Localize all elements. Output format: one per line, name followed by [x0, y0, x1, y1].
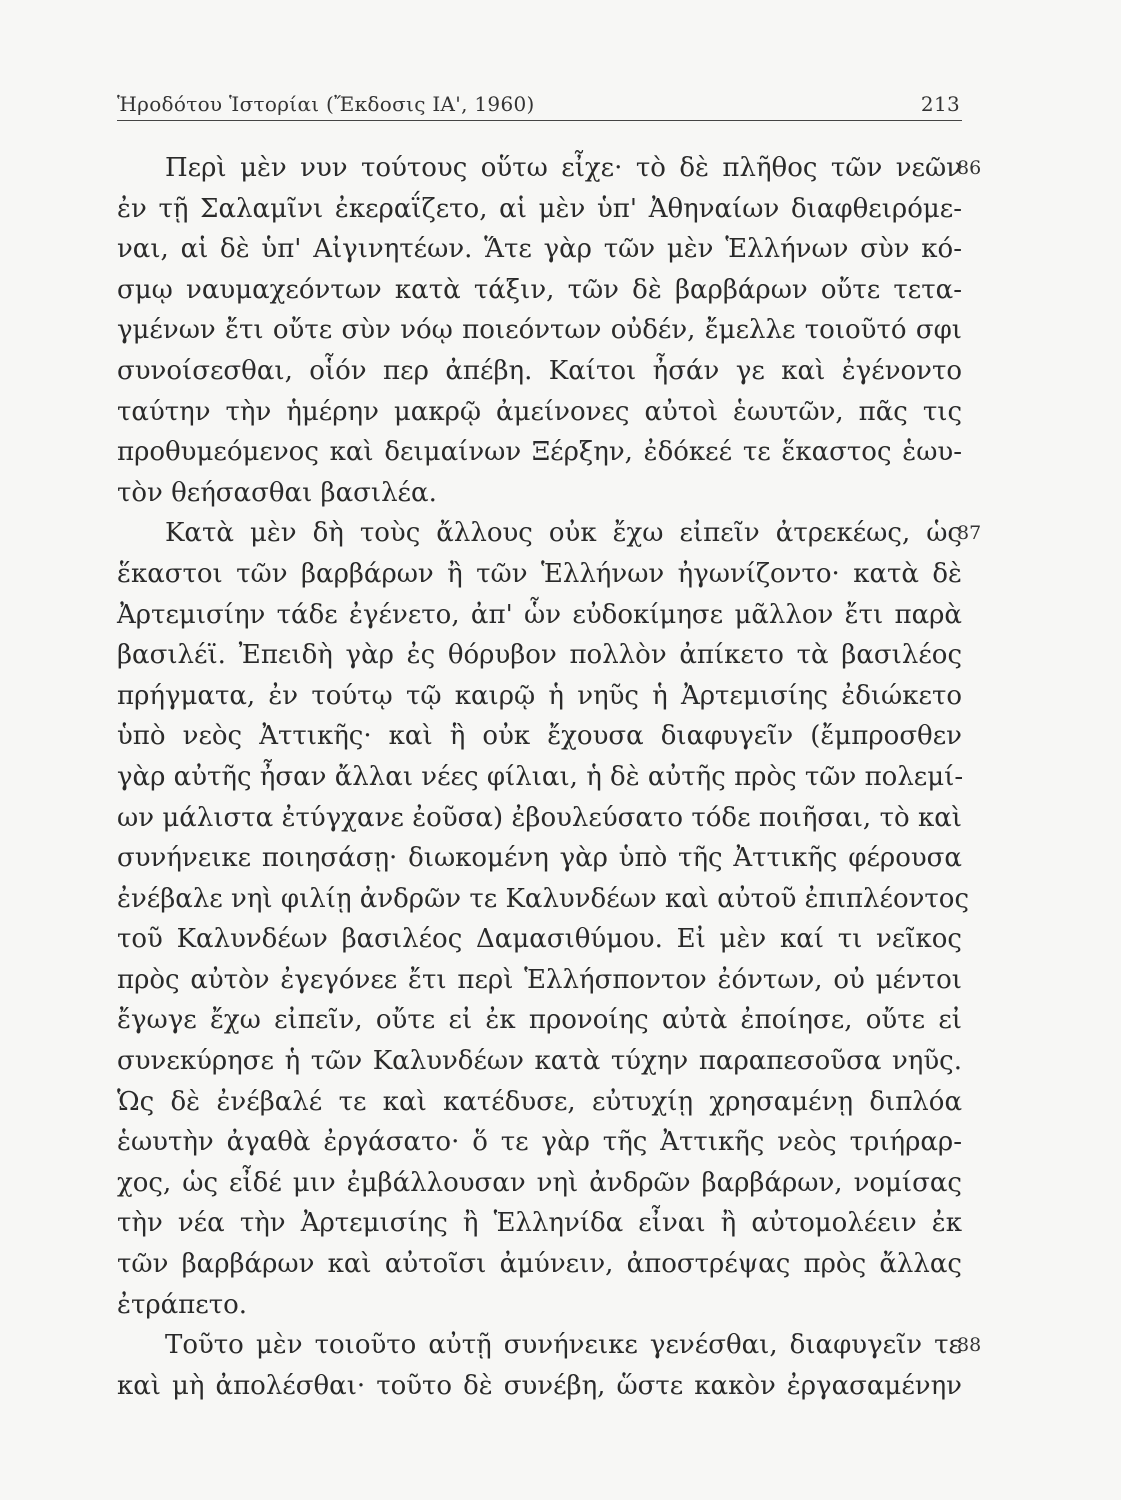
line-text: ἕκαστοι τῶν βαρβάρων ἢ τῶν Ἑλλήνων ἠγωνίζοντο· κατὰ δὲ	[117, 558, 962, 589]
text-line	[117, 1041, 962, 1082]
text-line	[117, 310, 962, 351]
line-text: πρήγματα, ἐν τούτῳ τῷ καιρῷ ἡ νηῦς ἡ Ἀρτεμισίης ἐδιώκετο	[117, 680, 962, 711]
text-line	[117, 960, 962, 1001]
line-text: ἑωυτὴν ἀγαθὰ ἐργάσατο· ὅ τε γὰρ τῆς Ἀττικῆς νεὸς τριήραρ-	[117, 1127, 962, 1158]
line-text: βασιλέϊ. Ἐπειδὴ γὰρ ἐς θόρυβον πολλὸν ἀπίκετο τὰ βασιλέος	[117, 640, 962, 671]
line-text: τῶν βαρβάρων καὶ αὐτοῖσι ἀμύνειν, ἀποστρέψας πρὸς ἄλλας	[117, 1249, 962, 1280]
line-text: Ὡς δὲ ἐνέβαλέ τε καὶ κατέδυσε, εὐτυχίῃ χρησαμένῃ διπλόα	[117, 1086, 962, 1117]
text-line	[117, 1244, 962, 1285]
text-line	[117, 1000, 962, 1041]
text-line	[117, 432, 962, 473]
line-text: Περὶ μὲν νυν τούτους οὕτω εἶχε· τὸ δὲ πλῆθος τῶν νεῶν	[165, 153, 962, 183]
line-text: ἐν τῇ Σαλαμῖνι ἐκεραΐζετο, αἱ μὲν ὑπ' Ἀθηναίων διαφθειρόμε-	[117, 193, 962, 224]
chapter-number: 88	[957, 1334, 982, 1357]
text-line	[117, 473, 962, 514]
text-line	[117, 229, 962, 270]
text-line	[117, 676, 962, 717]
line-text: σμῳ ναυμαχεόντων κατὰ τάξιν, τῶν δὲ βαρβάρων οὔτε τετα-	[117, 274, 962, 305]
line-text: ὑπὸ νεὸς Ἀττικῆς· καὶ ἣ οὐκ ἔχουσα διαφυγεῖν (ἔμπροσθεν	[117, 721, 962, 752]
chapter-number: 86	[957, 157, 982, 179]
line-text: ων μάλιστα ἐτύγχανε ἐοῦσα) ἐβουλεύσατο τόδε ποιῆσαι, τὸ καὶ	[117, 802, 962, 833]
text-line	[117, 1366, 962, 1407]
text-line	[117, 838, 962, 879]
text-line	[117, 392, 962, 433]
page-number: 213	[920, 92, 960, 116]
text-line	[117, 1082, 962, 1123]
line-text: συνοίσεσθαι, οἷόν περ ἀπέβη. Καίτοι ἦσάν γε καὶ ἐγένοντο	[117, 355, 962, 386]
text-line	[117, 716, 962, 757]
text-line	[117, 595, 962, 636]
text-line	[117, 879, 970, 920]
line-text: τὸν θεήσασθαι βασιλέα.	[117, 477, 437, 508]
main-text	[117, 148, 982, 1406]
line-text: προθυμεόμενος καὶ δειμαίνων Ξέρξην, ἐδόκεέ τε ἕκαστος ἑωυ-	[117, 437, 962, 468]
line-text: πρὸς αὐτὸν ἐγεγόνεε ἔτι περὶ Ἑλλήσποντον ἐόντων, οὐ μέντοι	[117, 964, 962, 995]
line-text: γὰρ αὐτῆς ἦσαν ἄλλαι νέες φίλιαι, ἡ δὲ αὐτῆς πρὸς τῶν πολεμί-	[117, 761, 964, 792]
running-header	[117, 90, 962, 121]
line-text: ἔγωγε ἔχω εἰπεῖν, οὔτε εἰ ἐκ προνοίης αὐτὰ ἐποίησε, οὔτε εἰ	[117, 1005, 962, 1036]
text-line	[117, 1325, 982, 1366]
line-text: ἐνέβαλε νηὶ φιλίῃ ἀνδρῶν τε Καλυνδέων καὶ αὐτοῦ ἐπιπλέοντος	[117, 883, 970, 914]
line-text: συνεκύρησε ἡ τῶν Καλυνδέων κατὰ τύχην παραπεσοῦσα νηῦς.	[117, 1046, 962, 1077]
line-text: Ἀρτεμισίην τάδε ἐγένετο, ἀπ' ὧν εὐδοκίμησε μᾶλλον ἔτι παρὰ	[117, 599, 962, 630]
text-line	[117, 513, 982, 554]
line-text: γμένων ἔτι οὔτε σὺν νόῳ ποιεόντων οὐδέν, ἔμελλε τοιοῦτό σφι	[117, 315, 962, 346]
line-text: συνήνεικε ποιησάσῃ· διωκομένη γὰρ ὑπὸ τῆς Ἀττικῆς φέρουσα	[117, 843, 962, 874]
text-line	[117, 148, 982, 189]
line-text: ταύτην τὴν ἡμέρην μακρῷ ἀμείνονες αὐτοὶ ἑωυτῶν, πᾶς τις	[117, 396, 962, 427]
running-title: Ἡροδότου Ἱστορίαι (Ἔκδοσις ΙΑ', 1960)	[117, 92, 535, 116]
line-text: τὴν νέα τὴν Ἀρτεμισίης ἢ Ἑλληνίδα εἶναι ἢ αὐτομολέειν ἐκ	[117, 1208, 962, 1239]
text-line	[117, 798, 962, 839]
text-line	[117, 554, 962, 595]
line-text: Κατὰ μὲν δὴ τοὺς ἄλλους οὐκ ἔχω εἰπεῖν ἀτρεκέως, ὡς	[165, 518, 962, 549]
text-line	[117, 1163, 962, 1204]
line-text: τοῦ Καλυνδέων βασιλέος Δαμασιθύμου. Εἰ μὲν καί τι νεῖκος	[117, 924, 962, 955]
text-line	[117, 270, 962, 311]
line-text: ἐτράπετο.	[117, 1289, 248, 1320]
text-line	[117, 351, 962, 392]
line-text: Τοῦτο μὲν τοιοῦτο αὐτῇ συνήνεικε γενέσθαι, διαφυγεῖν τε	[165, 1330, 962, 1361]
text-line	[117, 189, 962, 230]
text-line	[117, 1203, 962, 1244]
text-line	[117, 1285, 962, 1326]
text-line	[117, 757, 962, 798]
chapter-number: 87	[957, 522, 982, 545]
text-line	[117, 919, 962, 960]
text-line	[117, 635, 962, 676]
line-text: καὶ μὴ ἀπολέσθαι· τοῦτο δὲ συνέβη, ὥστε κακὸν ἐργασαμένην	[117, 1370, 962, 1401]
text-line	[117, 1122, 962, 1163]
line-text: ναι, αἱ δὲ ὑπ' Αἰγινητέων. Ἅτε γὰρ τῶν μὲν Ἑλλήνων σὺν κό-	[117, 234, 962, 265]
line-text: χος, ὡς εἶδέ μιν ἐμβάλλουσαν νηὶ ἀνδρῶν βαρβάρων, νομίσας	[117, 1167, 962, 1198]
